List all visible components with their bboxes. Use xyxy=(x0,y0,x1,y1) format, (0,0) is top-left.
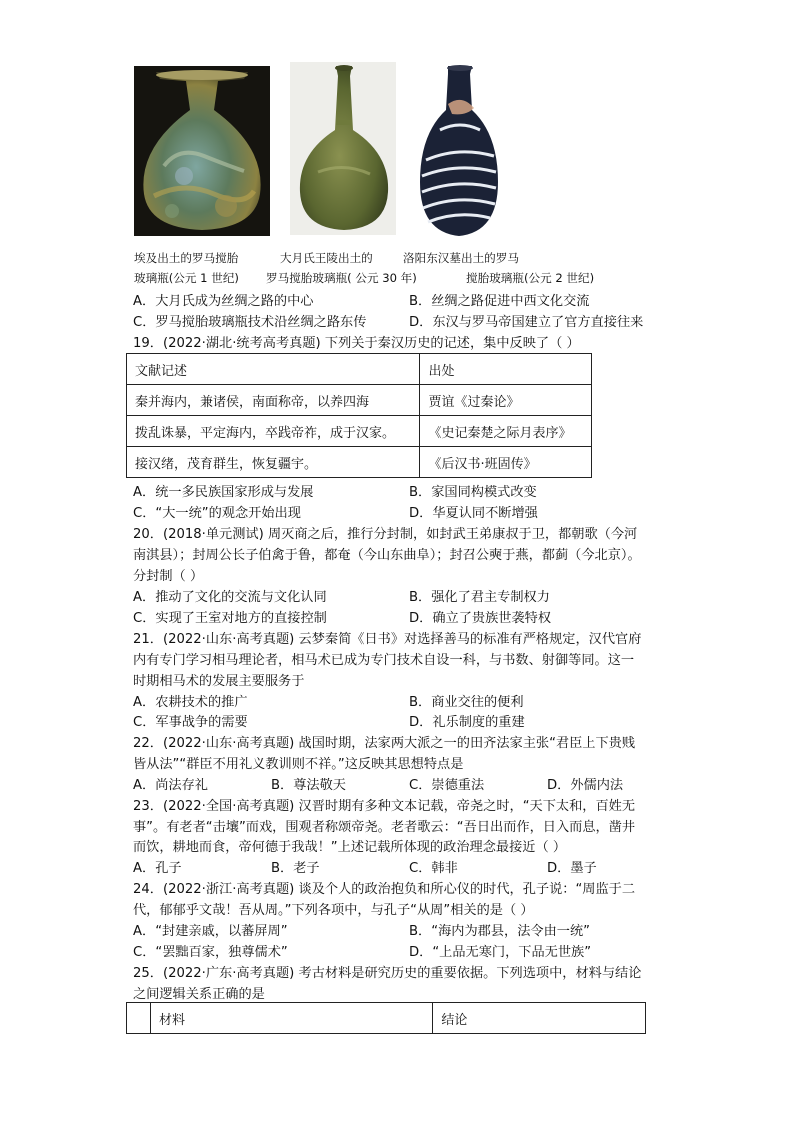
table-row xyxy=(127,447,592,478)
q23-option-c[interactable]: C．韩非 xyxy=(409,861,458,876)
image1-caption-line1: 埃及出土的罗马搅胎 xyxy=(134,251,239,265)
q19-stem: 19．(2022·湖北·统考高考真题) 下列关于秦汉历史的记述，集中反映了（ ） xyxy=(133,336,580,351)
q25-stem-line1: 25．(2022·广东·高考真题) 考古材料是研究历史的重要依据。下列选项中，材料与结论 xyxy=(133,966,642,981)
q23-stem-line1: 23．(2022·全国·高考真题) 汉晋时期有多种文本记载，帝尧之时，“天下太和，百姓无 xyxy=(133,799,636,814)
image2-caption-line2: 罗马搅胎玻璃瓶( 公元 30 年) xyxy=(266,271,417,285)
q21-stem-line1: 21．(2022·山东·高考真题) 云梦秦简《日书》对选择善马的标准有严格规定，汉代官府 xyxy=(133,632,642,647)
q24-option-c[interactable]: C．“罢黜百家，独尊儒术” xyxy=(133,945,288,960)
striped-glass-vessel-photo xyxy=(418,64,500,239)
q22-option-c[interactable]: C．崇德重法 xyxy=(409,778,485,793)
q23-option-b[interactable]: B．老子 xyxy=(271,861,320,876)
q20-option-c[interactable]: C．实现了王室对地方的直接控制 xyxy=(133,611,327,626)
q19-table xyxy=(126,353,592,478)
q22-option-b[interactable]: B．尊法敬天 xyxy=(271,778,346,793)
table-cell: 秦并海内，兼诸侯，南面称帝，以养四海 xyxy=(127,385,420,416)
q18-option-b[interactable]: B．丝绸之路促进中西文化交流 xyxy=(409,294,590,309)
q24-option-a[interactable]: A．“封建亲戚，以蕃屏周” xyxy=(133,924,288,939)
table-header-cell: 文献记述 xyxy=(127,354,420,385)
q23-stem-line2: 事”。有老者“击壤”而戏，围观者称颂帝尧。老者歌云：“吾日出而作，日入而息，凿井 xyxy=(133,820,636,835)
q25-stem-line2: 之间逻辑关系正确的是 xyxy=(133,987,265,1002)
table-cell: 《后汉书·班固传》 xyxy=(420,447,592,478)
q21-option-a[interactable]: A．农耕技术的推广 xyxy=(133,695,248,710)
q22-stem-line1: 22．(2022·山东·高考真题) 战国时期，法家两大派之一的田齐法家主张“君臣上下贵贱 xyxy=(133,736,636,751)
q20-stem-line2: 南淇县）；封周公长子伯禽于鲁，都奄（今山东曲阜）；封召公奭于燕，都蓟（今北京）。 xyxy=(133,548,641,563)
q24-stem-line2: 代，郁郁乎文哉！吾从周。”下列各项中，与孔子“从周”相关的是（ ） xyxy=(133,903,534,918)
q23-option-a[interactable]: A．孔子 xyxy=(133,861,182,876)
q18-option-c[interactable]: C．罗马搅胎玻璃瓶技术沿丝绸之路东传 xyxy=(133,315,367,330)
image3-caption-line1: 洛阳东汉墓出土的罗马 xyxy=(403,251,519,265)
table-row xyxy=(127,1003,646,1034)
q19-option-d[interactable]: D．华夏认同不断增强 xyxy=(409,506,538,521)
image2-caption-line1: 大月氏王陵出土的 xyxy=(280,251,373,265)
q20-stem-line1: 20．(2018·单元测试) 周灭商之后，推行分封制，如封武王弟康叔于卫，都朝歌（今河 xyxy=(133,527,638,542)
q20-option-b[interactable]: B．强化了君主专制权力 xyxy=(409,590,550,605)
q21-option-c[interactable]: C．军事战争的需要 xyxy=(133,715,248,730)
q21-stem-line3: 时期相马术的发展主要服务于 xyxy=(133,674,305,689)
table-cell: 拨乱诛暴，平定海内，卒践帝祚，成于汉家。 xyxy=(127,416,420,447)
table-cell: 贾谊《过秦论》 xyxy=(420,385,592,416)
q21-stem-line2: 内有专门学习相马理论者，相马术已成为专门技术自设一科，与书数、射御等同。这一 xyxy=(133,653,635,668)
table-header-cell: 出处 xyxy=(420,354,592,385)
q19-option-a[interactable]: A．统一多民族国家形成与发展 xyxy=(133,485,314,500)
q23-stem-line3: 而饮，耕地而食，帝何德于我哉！”上述记载所体现的政治理念最接近（ ） xyxy=(133,840,567,855)
q20-option-a[interactable]: A．推动了文化的交流与文化认同 xyxy=(133,590,327,605)
q24-option-b[interactable]: B．“海内为郡县，法令由一统” xyxy=(409,924,590,939)
image3-caption-line2: 搅胎玻璃瓶(公元 2 世纪) xyxy=(466,271,595,285)
table-cell: 接汉绪，茂育群生，恢复疆宇。 xyxy=(127,447,420,478)
q20-option-d[interactable]: D．确立了贵族世袭特权 xyxy=(409,611,552,626)
q21-option-d[interactable]: D．礼乐制度的重建 xyxy=(409,715,525,730)
q19-option-c[interactable]: C．“大一统”的观念开始出现 xyxy=(133,506,301,521)
table-header-cell xyxy=(127,1003,151,1034)
q18-option-d[interactable]: D．东汉与罗马帝国建立了官方直接往来 xyxy=(409,315,644,330)
table-cell: 《史记秦楚之际月表序》 xyxy=(420,416,592,447)
table-header-cell: 材料 xyxy=(150,1003,432,1034)
q22-option-d[interactable]: D．外儒内法 xyxy=(547,778,624,793)
q19-option-b[interactable]: B．家国同构模式改变 xyxy=(409,485,537,500)
image1-caption-line2: 玻璃瓶(公元 1 世纪) xyxy=(134,271,239,285)
q20-stem-line3: 分封制（ ） xyxy=(133,569,204,584)
table-header-cell: 结论 xyxy=(433,1003,646,1034)
q22-option-a[interactable]: A．尚法存礼 xyxy=(133,778,208,793)
q21-option-b[interactable]: B．商业交往的便利 xyxy=(409,695,524,710)
q25-table xyxy=(126,1002,646,1034)
q18-option-a[interactable]: A．大月氏成为丝绸之路的中心 xyxy=(133,294,314,309)
roman-glass-vase-photo xyxy=(134,66,270,236)
q22-stem-line2: 皆从法”“群臣不用礼义教训则不祥。”这反映其思想特点是 xyxy=(133,757,464,772)
table-row xyxy=(127,385,592,416)
table-row xyxy=(127,354,592,385)
table-row xyxy=(127,416,592,447)
q24-option-d[interactable]: D．“上品无寒门，下品无世族” xyxy=(409,945,592,960)
q24-stem-line1: 24．(2022·浙江·高考真题) 谈及个人的政治抱负和所心仪的时代，孔子说：“周监于二 xyxy=(133,882,636,897)
q23-option-d[interactable]: D．墨子 xyxy=(547,861,597,876)
green-glass-bottle-photo xyxy=(290,62,396,235)
